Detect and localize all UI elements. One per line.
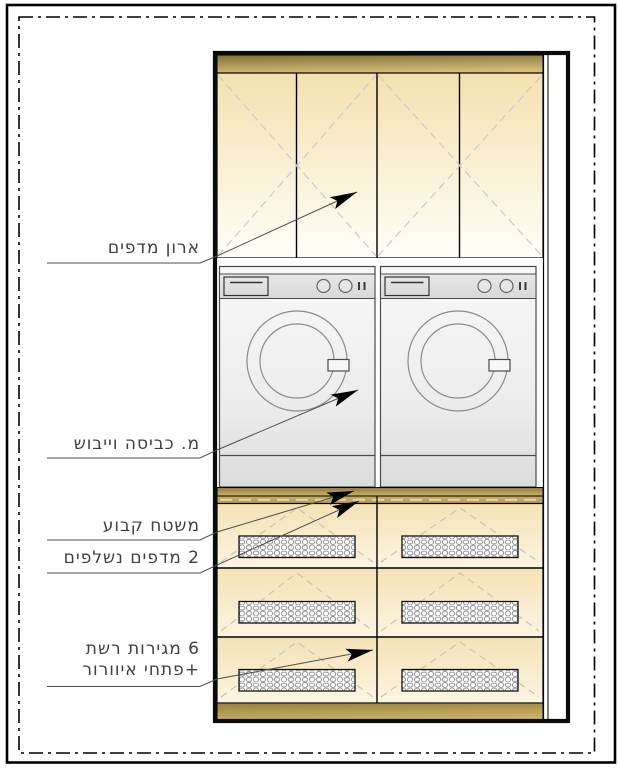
pullout-shelves-band: [217, 496, 543, 504]
plinth: [217, 703, 543, 721]
label-mesh-drawers-line1: 6 מגירות רשת: [85, 639, 200, 659]
mesh-vent-panel: [239, 602, 355, 624]
washing-machine-left: [220, 267, 376, 488]
mesh-vent-panel: [239, 670, 355, 692]
label-shelf-cabinet: ארון מדפים: [107, 238, 200, 258]
side-filler-panel: [543, 55, 566, 720]
drawer-grid: [217, 504, 543, 704]
cabinet-elevation: [215, 53, 568, 721]
top-wood-band: [217, 55, 543, 73]
drying-machine-right: [381, 267, 537, 488]
mesh-vent-panel: [402, 670, 518, 692]
mesh-vent-panel: [402, 602, 518, 624]
upper-doors: [217, 73, 543, 258]
label-mesh-drawers-line2: +פתחי איוורור: [82, 660, 200, 680]
label-fixed-worktop: משטח קבוע: [102, 516, 200, 536]
fixed-worktop-band: [217, 488, 543, 497]
label-washer-dryer: מ. כביסה וייבוש: [73, 434, 200, 454]
label-pullout-shelves: 2 מדפים נשלפים: [63, 548, 200, 568]
mesh-vent-panel: [402, 536, 518, 558]
